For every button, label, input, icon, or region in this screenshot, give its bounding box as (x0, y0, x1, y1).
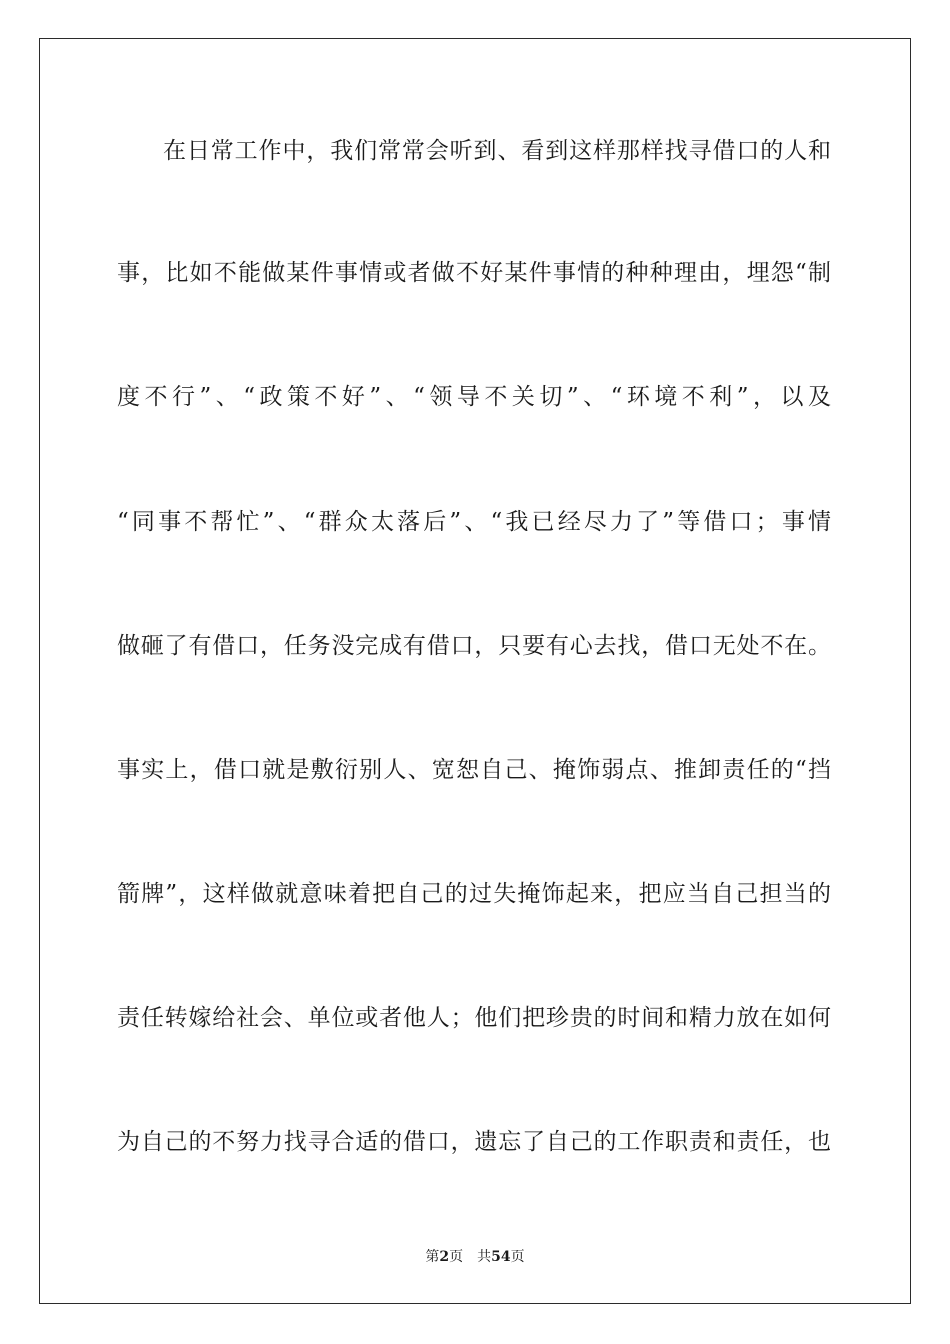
body-text-line-3: 度不行”、“政策不好”、“领导不关切”、“环境不利”，以及 (117, 384, 831, 410)
body-text-line-2: 事，比如不能做某件事情或者做不好某件事情的种种理由，埋怨“制 (117, 260, 831, 286)
body-text-line-8: 责任转嫁给社会、单位或者他人；他们把珍贵的时间和精力放在如何 (117, 1005, 831, 1031)
body-text-line-7: 箭牌”，这样做就意味着把自己的过失掩饰起来，把应当自己担当的 (117, 881, 831, 907)
footer-page-suffix: 页 (449, 1249, 464, 1265)
page-footer (0, 1248, 950, 1266)
body-text-line-5: 做砸了有借口，任务没完成有借口，只要有心去找，借口无处不在。 (117, 633, 831, 659)
body-text-line-6: 事实上，借口就是敷衍别人、宽恕自己、掩饰弱点、推卸责任的“挡 (117, 757, 831, 783)
page-border (39, 38, 911, 1304)
body-text-line-9: 为自己的不努力找寻合适的借口，遗忘了自己的工作职责和责任，也 (117, 1129, 831, 1155)
footer-total-pages: 54 (491, 1249, 511, 1265)
footer-page-prefix: 第 (425, 1249, 440, 1265)
body-text-line-1: 在日常工作中，我们常常会听到、看到这样那样找寻借口的人和 (163, 138, 831, 164)
footer-total-suffix: 页 (510, 1249, 525, 1265)
body-text-line-4: “同事不帮忙”、“群众太落后”、“我已经尽力了”等借口；事情 (117, 509, 831, 535)
footer-page-number: 2 (439, 1249, 450, 1265)
footer-total-prefix: 共 (477, 1249, 492, 1265)
